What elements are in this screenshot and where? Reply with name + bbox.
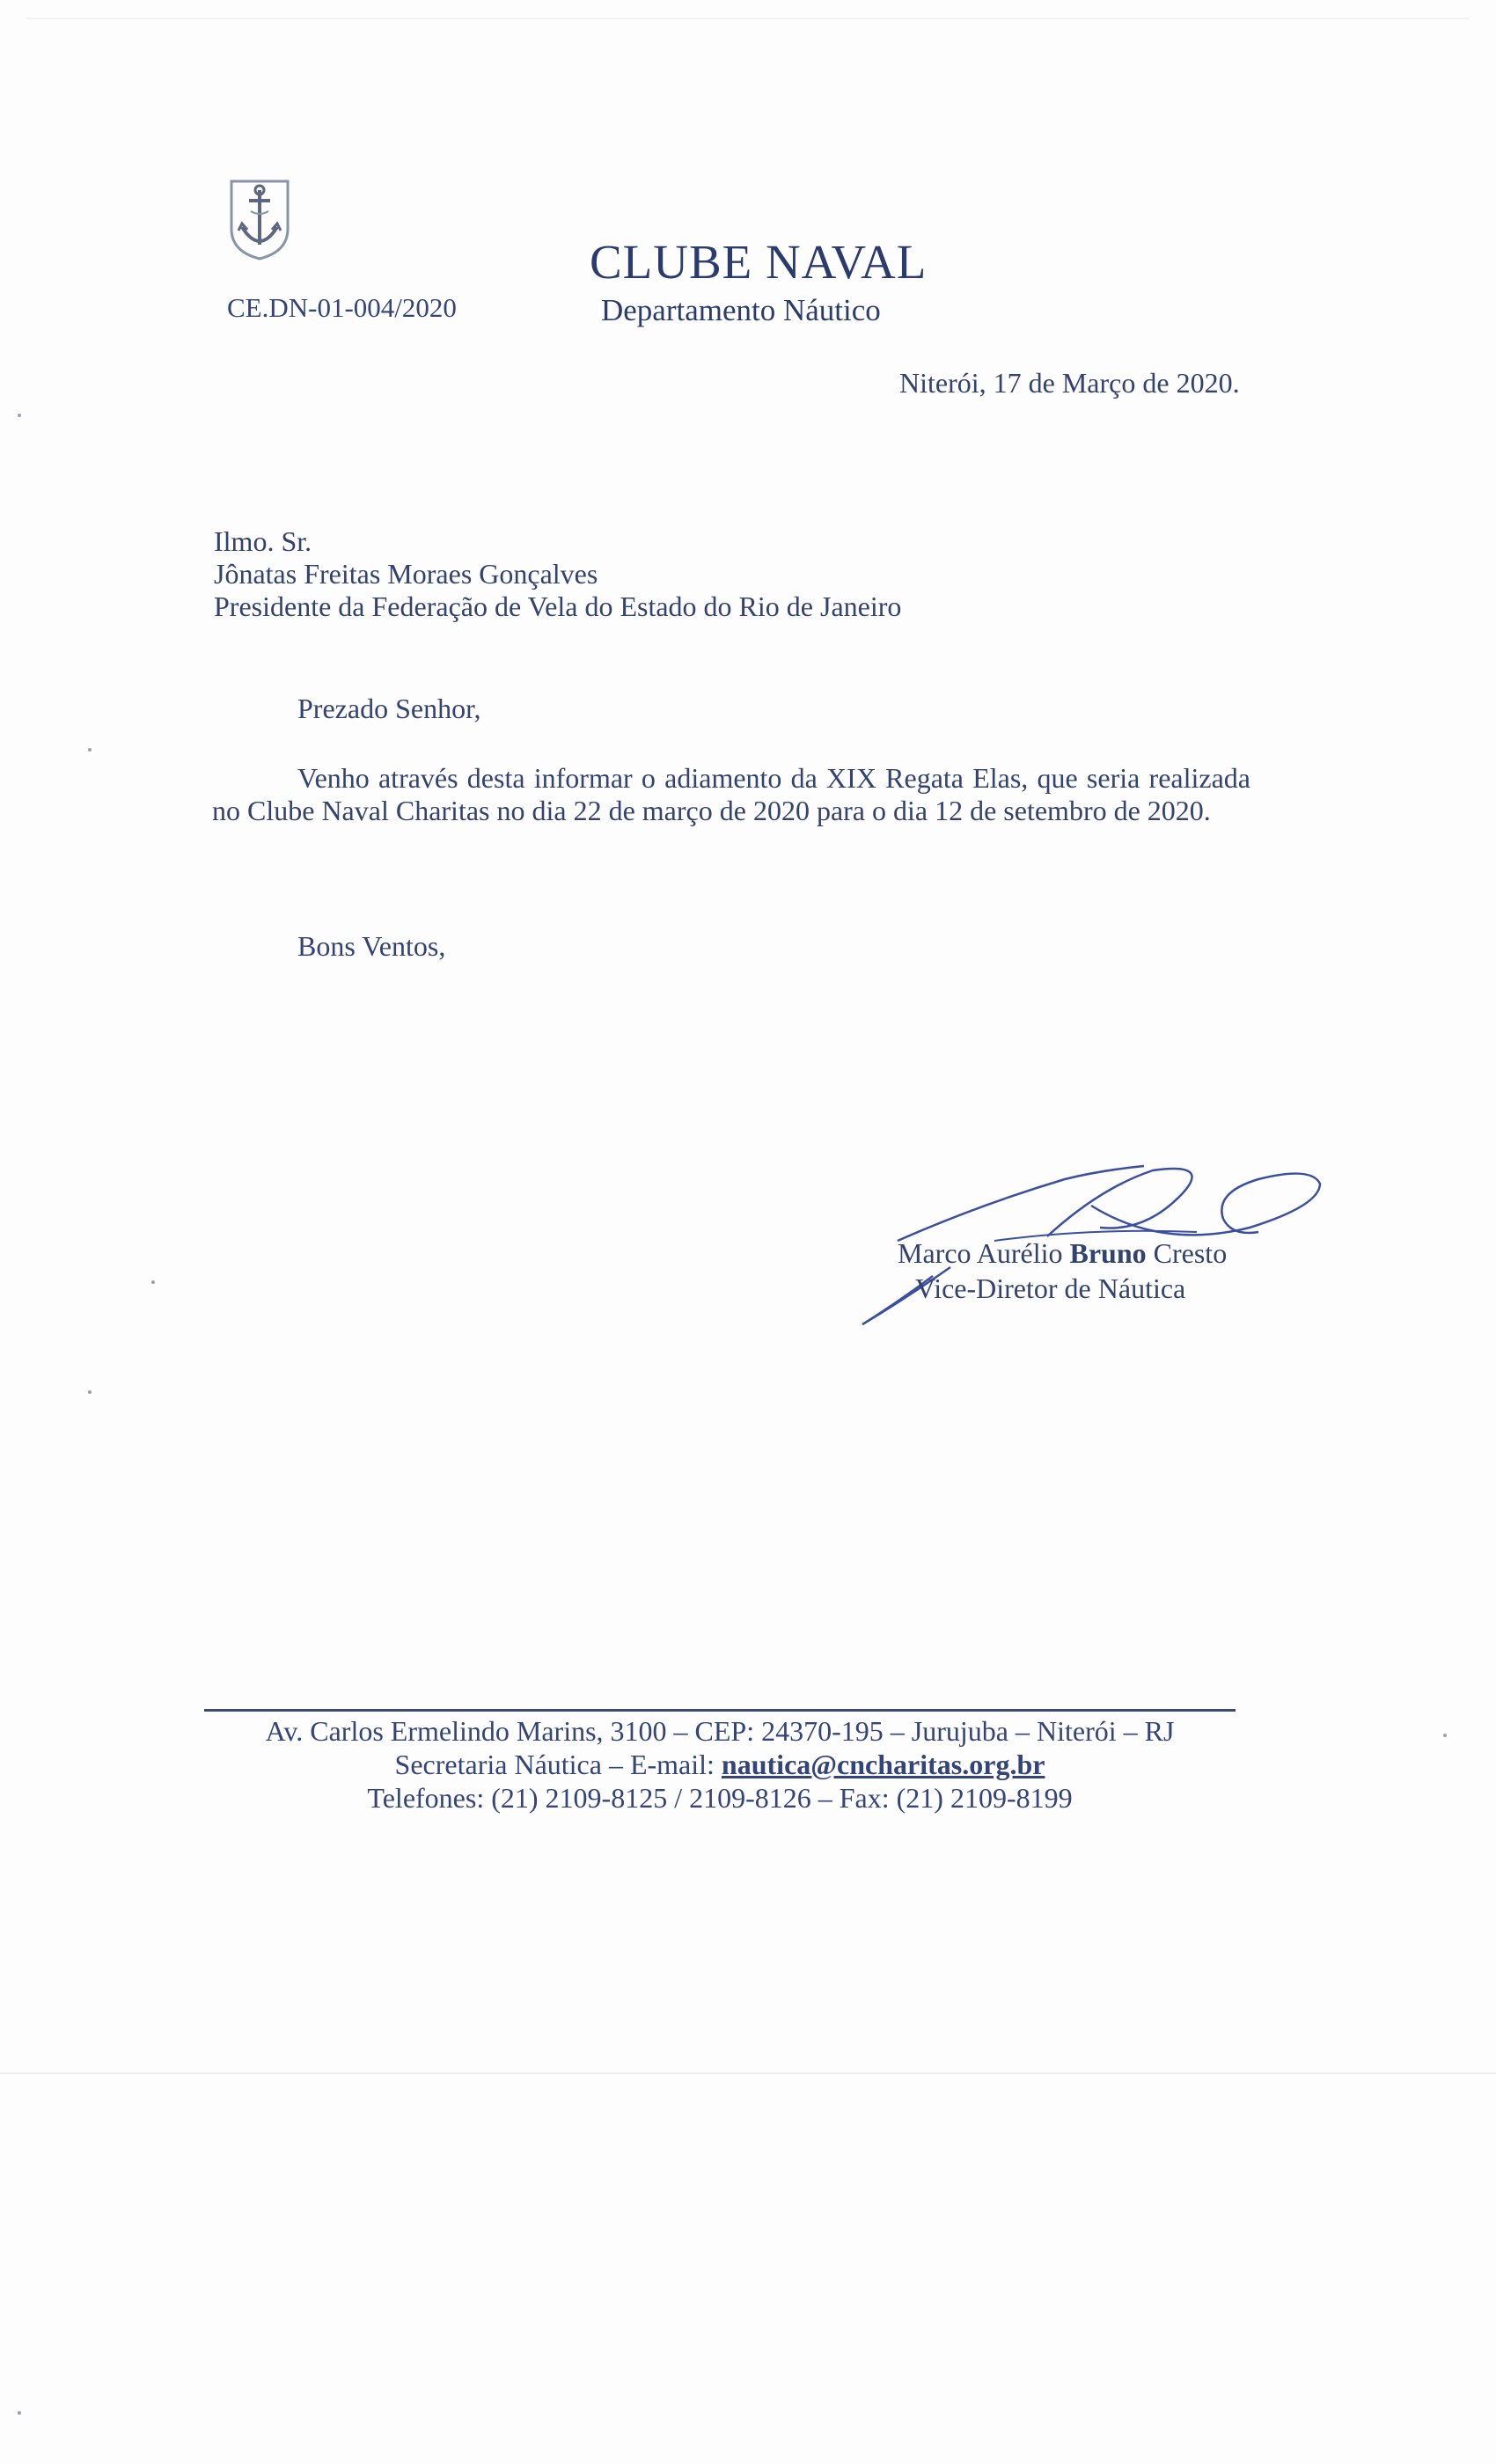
addressee-block [214, 525, 901, 623]
reference-code: CE.DN-01-004/2020 [227, 292, 457, 323]
signer-name-bold: Bruno [1069, 1237, 1147, 1269]
department-name: Departamento Náutico [601, 293, 881, 327]
scan-speck [88, 1390, 92, 1394]
anchor-icon [224, 174, 295, 262]
scan-speck [88, 748, 92, 752]
scan-edge-bottom [0, 2072, 1496, 2074]
addressee-position: Presidente da Federação de Vela do Estado do Rio de Janeiro [214, 590, 902, 622]
place-date: Niterói, 17 de Março de 2020. [899, 367, 1240, 399]
addressee-name: Jônatas Freitas Moraes Gonçalves [214, 558, 598, 590]
footer-divider [204, 1709, 1236, 1712]
footer-block [204, 1714, 1236, 1815]
scan-speck [18, 414, 21, 417]
footer-phones: Telefones: (21) 2109-8125 / 2109-8126 – Fax: (21) 2109-8199 [367, 1782, 1073, 1814]
signer-name [898, 1237, 1227, 1270]
scan-speck [1443, 1734, 1447, 1737]
footer-secretariat [204, 1748, 1236, 1781]
signer-title: Vice-Diretor de Náutica [915, 1272, 1186, 1304]
footer-secretariat-label: Secretaria Náutica – E-mail: [394, 1749, 722, 1780]
scan-speck [18, 2411, 21, 2415]
signer-name-last: Cresto [1146, 1237, 1228, 1269]
addressee-honorific: Ilmo. Sr. [214, 525, 312, 557]
footer-address: Av. Carlos Ermelindo Marins, 3100 – CEP: 24370-195 – Jurujuba – Niterói – RJ [265, 1715, 1175, 1747]
organization-name: CLUBE NAVAL [590, 235, 928, 289]
signer-name-first: Marco Aurélio [898, 1237, 1070, 1269]
scan-speck [151, 1280, 155, 1284]
footer-email-link[interactable]: nautica@cncharitas.org.br [721, 1749, 1045, 1780]
body-paragraph: Venho através desta informar o adiamento da XIX Regata Elas, que seria realizada no Clube Naval Charitas no dia 22 de março de 2020 para o dia 12 de setembro de 2020. [212, 762, 1250, 826]
closing: Bons Ventos, [297, 930, 446, 962]
salutation: Prezado Senhor, [297, 693, 481, 724]
scan-edge-top [26, 18, 1470, 19]
